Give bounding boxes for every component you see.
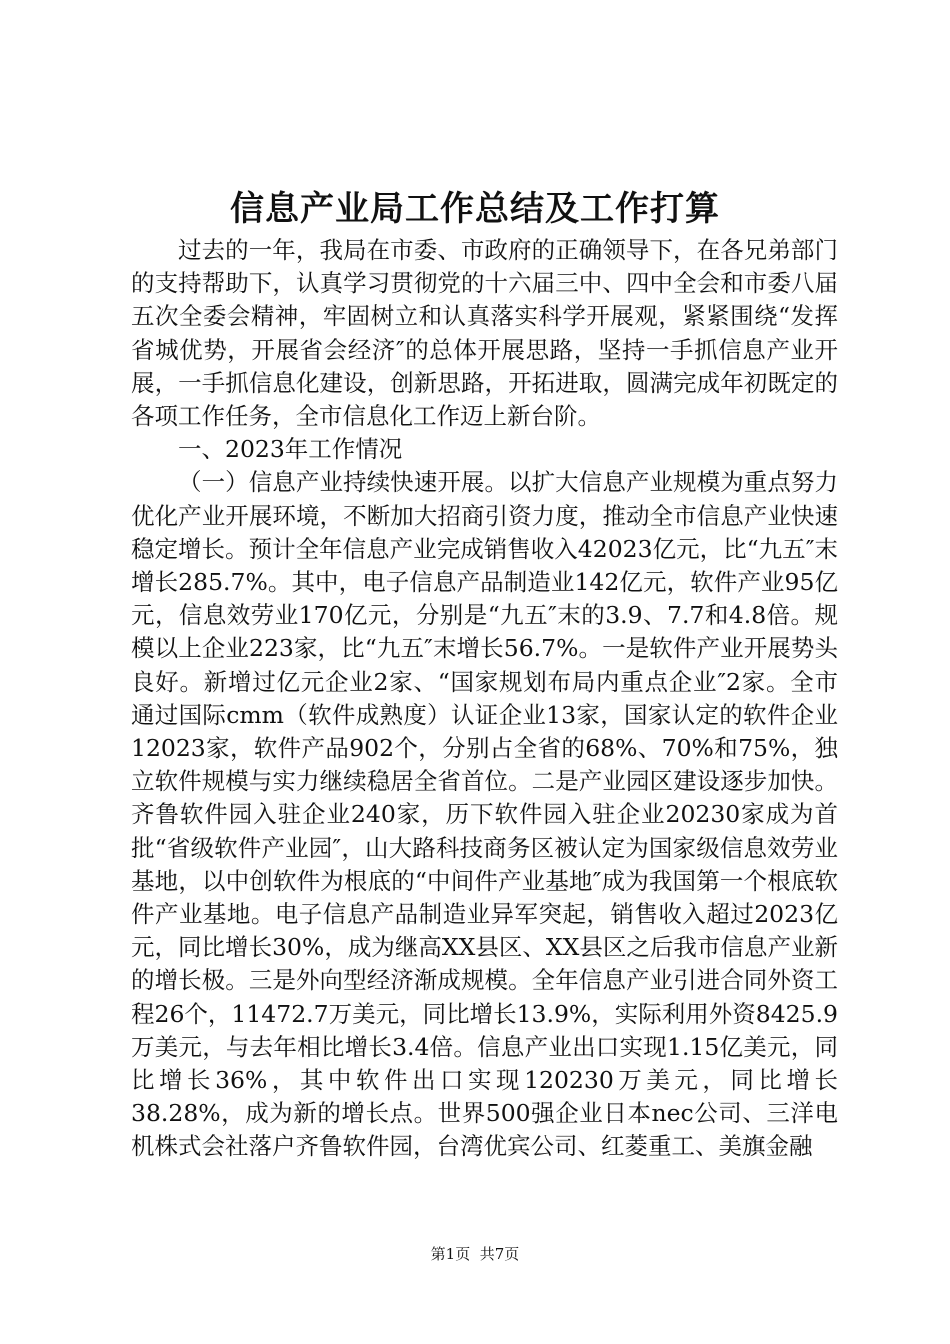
page-footer: [0, 1243, 950, 1265]
paragraph-industry: （一）信息产业持续快速开展。以扩大信息产业规模为重点努力优化产业开展环境，不断加大招商引资力度，推动全市信息产业快速稳定增长。预计全年信息产业完成销售收入42023亿元，比“九五″末增长285.7%。其中，电子信息产品制造业142亿元，软件产业95亿元，信息效劳业170亿元，分别是“九五″末的3.9、7.7和4.8倍。规模以上企业223家，比“九五″末增长56.7%。一是软件产业开展势头良好。新增过亿元企业2家、“国家规划布局内重点企业″2家。全市通过国际cmm（软件成熟度）认证企业13家，国家认定的软件企业12023家，软件产品902个，分别占全省的68%、70%和75%，独立软件规模与实力继续稳居全省首位。二是产业园区建设逐步加快。齐鲁软件园入驻企业240家，历下软件园入驻企业20230家成为首批“省级软件产业园″，山大路科技商务区被认定为国家级信息效劳业基地，以中创软件为根底的“中间件产业基地″成为我国第一个根底软件产业基地。电子信息产品制造业异军突起，销售收入超过2023亿元，同比增长30%，成为继高XX县区、XX县区之后我市信息产业新的增长极。三是外向型经济渐成规模。全年信息产业引进合同外资工程26个，11472.7万美元，同比增长13.9%，实际利用外资8425.9万美元，与去年相比增长3.4倍。信息产业出口实现1.15亿美元，同比增长36%，其中软件出口实现120230万美元，同比增长38.28%，成为新的增长点。世界500强企业日本nec公司、三洋电机株式会社落户齐鲁软件园，台湾优宾公司、红菱重工、美旗金融: [131, 468, 838, 1161]
section-heading: 一、2023年工作情况: [178, 435, 403, 464]
page-total: 共7页: [479, 1245, 520, 1263]
paragraph-intro: 过去的一年，我局在市委、市政府的正确领导下，在各兄弟部门的支持帮助下，认真学习贯彻党的十六届三中、四中全会和市委八届五次全委会精神，牢固树立和认真落实科学开展观，紧紧围绕“发挥省城优势，开展省会经济″的总体开展思路，坚持一手抓信息产业开展，一手抓信息化建设，创新思路，开拓进取，圆满完成年初既定的各项工作任务，全市信息化工作迈上新台阶。: [131, 236, 838, 431]
page-number: 第1页: [430, 1245, 471, 1263]
document-title: 信息产业局工作总结及工作打算: [230, 189, 720, 229]
document-body: [131, 234, 838, 1164]
